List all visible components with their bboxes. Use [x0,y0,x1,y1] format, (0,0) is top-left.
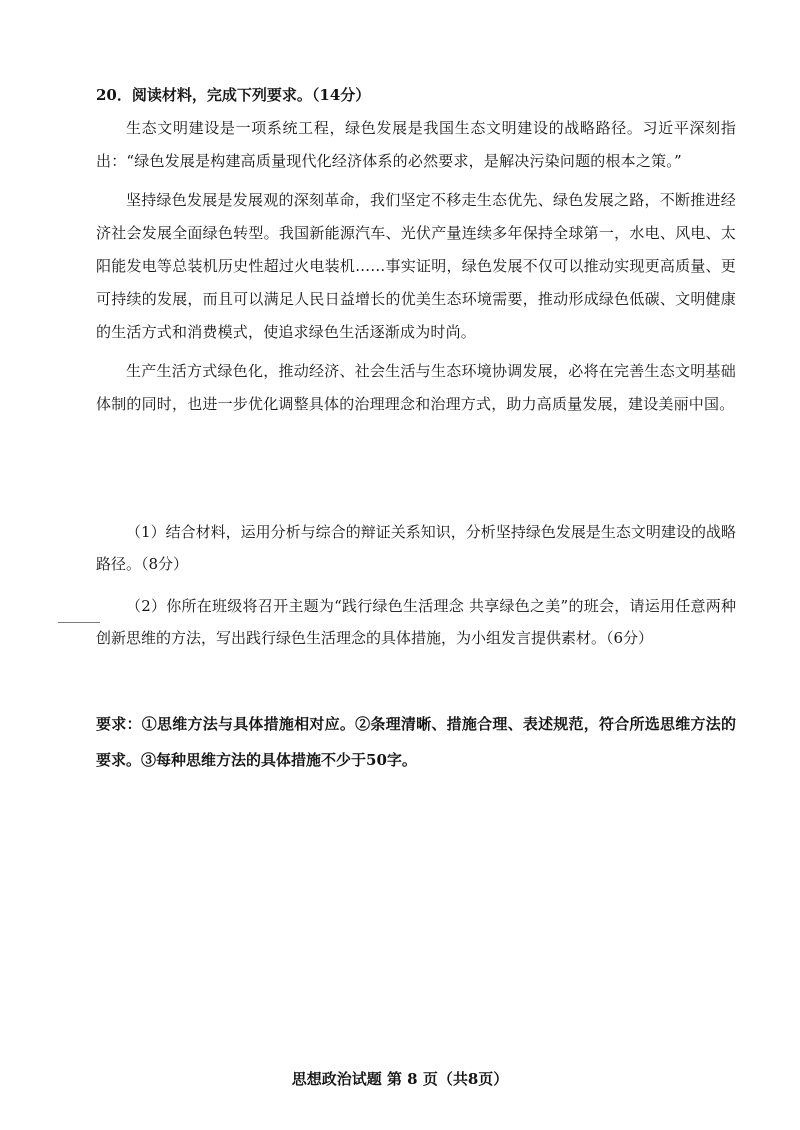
requirements: 要求：①思维方法与具体措施相对应。②条理清晰、措施合理、表述规范，符合所选思维方法的要求。③每种思维方法的具体措施不少于50字。 [96,715,736,769]
pencil-mark [58,622,100,623]
material-paragraph-2: 坚持绿色发展是发展观的深刻革命，我们坚定不移走生态优先、绿色发展之路，不断推进经济社会发展全面绿色转型。我国新能源汽车、光伏产量连续多年保持全球第一，水电、风电、太阳能发电等总装机历史性超过火电装机……事实证明，绿色发展不仅可以推动实现更高质量、更可持续的发展，而且可以满足人民日益增长的优美生态环境需要，推动形成绿色低碳、文明健康的生活方式和消费模式，使追求绿色生活逐渐成为时尚。 [96,191,736,341]
material-paragraph-3: 生产生活方式绿色化，推动经济、社会生活与生态环境协调发展，必将在完善生态文明基础体制的同时，也进一步优化调整具体的治理理念和治理方式，助力高质量发展，建设美丽中国。 [96,362,736,413]
page-footer: 思想政治试题 第 8 页（共8页） [291,1070,509,1088]
question-title: 20．阅读材料，完成下列要求。（14分） [96,86,371,104]
subquestion-2 [96,590,736,654]
subquestion-1-text: （1）结合材料，运用分析与综合的辩证关系知识，分析坚持绿色发展是生态文明建设的战略路径。（8分） [96,523,736,573]
subquestion-1 [96,516,736,580]
material-section [96,112,736,427]
material-paragraph-1: 生态文明建设是一项系统工程，绿色发展是我国生态文明建设的战略路径。习近平深刻指出：“绿色发展是构建高质量现代化经济体系的必然要求，是解决污染问题的根本之策。” [96,119,736,170]
subquestion-2-text: （2）你所在班级将召开主题为“践行绿色生活理念 共享绿色之美”的班会，请运用任意两种创新思维的方法，写出践行绿色生活理念的具体措施，为小组发言提供素材。（6分） [96,597,736,647]
